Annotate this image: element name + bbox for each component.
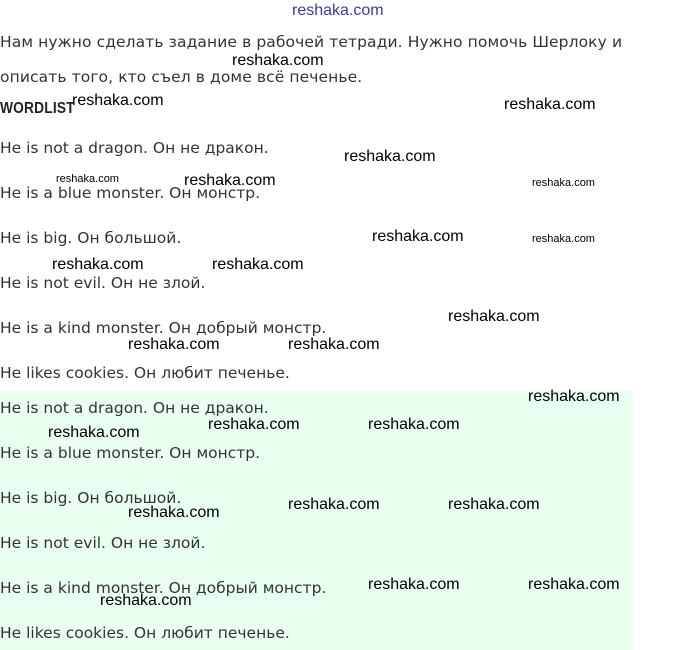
- wordlist-item: He is not evil. Он не злой.: [0, 274, 206, 292]
- wordlist-heading: WORDLIST: [0, 100, 75, 117]
- watermark: reshaka.com: [208, 416, 300, 433]
- watermark: reshaka.com: [532, 177, 595, 189]
- watermark: reshaka.com: [372, 228, 464, 245]
- watermark: reshaka.com: [532, 233, 595, 245]
- watermark: reshaka.com: [528, 576, 620, 593]
- answer-line: He is a kind monster. Он добрый монстр.: [0, 579, 327, 597]
- answer-line: He is not evil. Он не злой.: [0, 534, 206, 552]
- watermark: reshaka.com: [448, 308, 540, 325]
- wordlist-item: He is big. Он большой.: [0, 229, 182, 247]
- wordlist-item: He likes cookies. Он любит печенье.: [0, 364, 290, 382]
- answer-line: He is a blue monster. Он монстр.: [0, 444, 261, 462]
- wordlist-item: He is a kind monster. Он добрый монстр.: [0, 319, 327, 337]
- watermark: reshaka.com: [368, 576, 460, 593]
- watermark: reshaka.com: [344, 148, 436, 165]
- watermark: reshaka.com: [128, 336, 220, 353]
- watermark: reshaka.com: [528, 388, 620, 405]
- answer-line: He is not a dragon. Он не дракон.: [0, 399, 269, 417]
- site-header-watermark: reshaka.com: [292, 2, 384, 19]
- watermark: reshaka.com: [288, 336, 380, 353]
- watermark: reshaka.com: [504, 96, 596, 113]
- watermark: reshaka.com: [232, 52, 324, 69]
- watermark: reshaka.com: [48, 424, 140, 441]
- watermark: reshaka.com: [72, 92, 164, 109]
- watermark: reshaka.com: [100, 592, 192, 609]
- watermark: reshaka.com: [288, 496, 380, 513]
- watermark: reshaka.com: [128, 504, 220, 521]
- watermark: reshaka.com: [56, 173, 119, 185]
- watermark: reshaka.com: [368, 416, 460, 433]
- answer-line: He is big. Он большой.: [0, 489, 182, 507]
- watermark: reshaka.com: [212, 256, 304, 273]
- wordlist-item: He is a blue monster. Он монстр.: [0, 184, 261, 202]
- wordlist-item: He is not a dragon. Он не дракон.: [0, 139, 269, 157]
- watermark: reshaka.com: [52, 256, 144, 273]
- intro-line-1: Нам нужно сделать задание в рабочей тетради. Нужно помочь Шерлоку и: [0, 33, 623, 51]
- watermark: reshaka.com: [184, 172, 276, 189]
- answer-line: He likes cookies. Он любит печенье.: [0, 624, 290, 642]
- intro-line-2: описать того, кто съел в доме всё печенье.: [0, 68, 363, 86]
- watermark: reshaka.com: [448, 496, 540, 513]
